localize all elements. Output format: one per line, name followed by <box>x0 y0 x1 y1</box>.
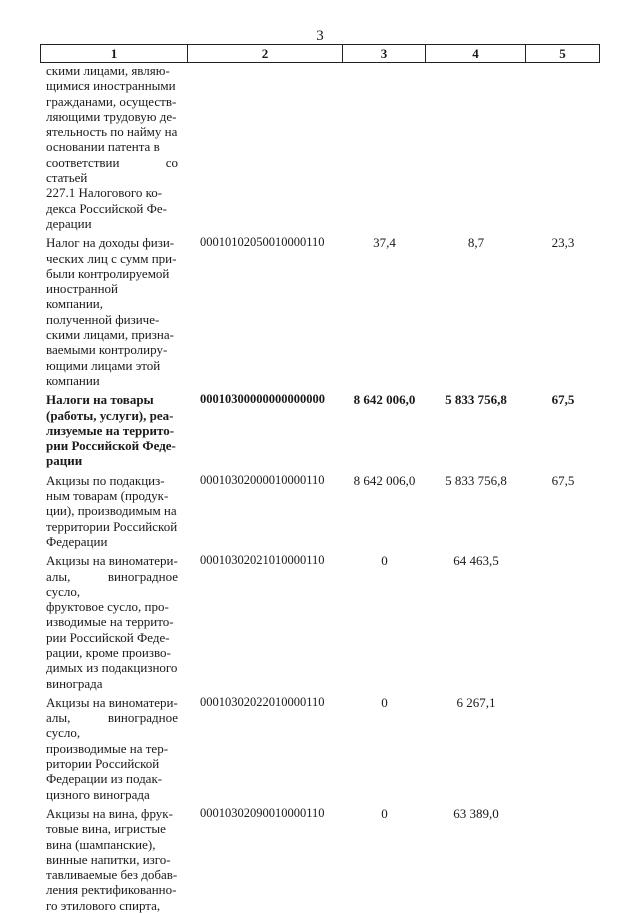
row-name-line: тавливаемые без добав- <box>46 867 178 883</box>
budget-table <box>40 44 600 913</box>
row-value-plan: 0 <box>381 553 388 569</box>
row-value-plan: 0 <box>381 805 388 821</box>
row-name-line: лизуемые на террито- <box>46 422 175 438</box>
row-name-line: Федерации из подак- <box>46 771 163 787</box>
row-name-line: щимися иностранными <box>46 78 176 94</box>
row-name-line: были контролируемой <box>46 265 170 281</box>
row-name-line: изводимые на террито- <box>46 614 174 630</box>
row-name-line: 227.1 Налогового ко- <box>46 185 163 201</box>
row-value-percent: 67,5 <box>551 472 575 488</box>
row-name <box>40 806 188 913</box>
row-value-plan <box>343 63 426 231</box>
row-name <box>40 235 188 388</box>
row-value-actual <box>426 63 526 231</box>
row-name-line: цизного винограда <box>46 786 150 802</box>
row-name-line: производимые на тер- <box>46 740 169 756</box>
row-name-line: полученной физиче- <box>46 311 160 327</box>
row-name-line: Налог на доходы физи- <box>46 235 175 251</box>
row-name-line: алы, виноградное сусло, <box>46 568 178 599</box>
row-name <box>40 695 188 802</box>
row-name <box>40 553 188 691</box>
row-value-percent <box>526 695 600 802</box>
row-name-line: рии Российской Феде- <box>46 438 176 454</box>
row-code: 00010302090010000110 <box>200 805 325 820</box>
row-name <box>40 392 188 468</box>
row-name-line: иностранной компании, <box>46 281 118 312</box>
table-row <box>40 553 600 691</box>
table-row <box>40 695 600 802</box>
row-value-plan: 0 <box>381 694 388 710</box>
row-value-actual: 8,7 <box>467 235 485 251</box>
column-header-5: 5 <box>526 45 600 62</box>
row-name-line: ваемыми контролиру- <box>46 342 168 358</box>
table-row <box>40 63 600 231</box>
row-value-percent <box>526 553 600 691</box>
row-name-line: скими лицами, призна- <box>46 327 174 343</box>
table-row <box>40 806 600 913</box>
row-code: 00010102050010000110 <box>200 235 325 250</box>
column-header-2: 2 <box>188 45 343 62</box>
row-value-percent: 23,3 <box>551 235 575 251</box>
row-value-actual: 5 833 756,8 <box>445 392 507 408</box>
row-value-actual: 63 389,0 <box>453 805 499 821</box>
row-name-line: ющими лицами этой <box>46 357 161 373</box>
row-name-line: компании <box>46 372 100 388</box>
row-name-line: ления ректификованно- <box>46 882 177 898</box>
row-name-line: рии Российской Феде- <box>46 629 170 645</box>
row-value-plan: 8 642 006,0 <box>353 472 416 488</box>
row-code: 00010302021010000110 <box>200 553 325 568</box>
column-header-3: 3 <box>343 45 426 62</box>
table-header <box>40 44 600 63</box>
row-name-line: фруктовое сусло, про- <box>46 599 169 615</box>
row-name-line: ритории Российской <box>46 756 160 772</box>
column-header-1: 1 <box>40 45 188 62</box>
row-name-line: ным товарам (продук- <box>46 488 169 504</box>
table-body <box>40 63 600 913</box>
row-name-line: Налоги на товары <box>46 392 154 408</box>
row-code: 00010302000010000110 <box>200 472 325 487</box>
row-name-line: основании патента в <box>46 139 160 155</box>
row-name-line: Акцизы на виноматери- <box>46 694 178 710</box>
row-name-line: Акцизы по подакциз- <box>46 472 165 488</box>
row-name-line: ятельность по найму на <box>46 124 178 140</box>
row-value-actual: 64 463,5 <box>453 553 499 569</box>
row-value-actual: 5 833 756,8 <box>445 472 507 488</box>
row-name-line: го этилового спирта, <box>46 897 161 913</box>
row-name-line: рации, кроме произво- <box>46 644 171 660</box>
row-name-line: Акцизы на виноматери- <box>46 553 178 569</box>
row-value-actual: 6 267,1 <box>456 694 496 710</box>
row-value-plan: 37,4 <box>373 235 396 251</box>
row-name-line: ляющими трудовую де- <box>46 108 177 124</box>
row-name-line: димых из подакцизного <box>46 660 178 676</box>
column-header-4: 4 <box>426 45 526 62</box>
row-code: 00010302022010000110 <box>200 694 325 709</box>
row-name-line: винограда <box>46 675 103 691</box>
row-name-line: дерации <box>46 215 92 231</box>
table-row <box>40 235 600 388</box>
row-name-line: рации <box>46 453 83 469</box>
row-name <box>40 473 188 549</box>
row-name-line: соответствии со статьей <box>46 154 178 186</box>
row-value-percent <box>526 806 600 913</box>
table-row <box>40 392 600 468</box>
row-name-line: алы, виноградное сусло, <box>46 710 178 741</box>
row-name-line: Акцизы на вина, фрук- <box>46 805 173 821</box>
row-value-percent <box>526 63 600 231</box>
row-code <box>188 63 343 231</box>
row-name-line: товые вина, игристые <box>46 821 166 837</box>
row-name-line: винные напитки, изго- <box>46 851 171 867</box>
row-name-line: гражданами, осуществ- <box>46 93 177 109</box>
row-name-line: территории Российской <box>46 518 178 534</box>
table-row <box>40 473 600 549</box>
row-name-line: (работы, услуги), реа- <box>46 407 174 423</box>
row-code: 00010300000000000000 <box>200 392 325 407</box>
page-number: 3 <box>316 28 324 44</box>
row-name-line: Федерации <box>46 533 108 549</box>
row-name-line: декса Российской Фе- <box>46 200 168 216</box>
row-value-plan: 8 642 006,0 <box>353 392 416 408</box>
row-value-percent: 67,5 <box>551 392 575 408</box>
row-name-line: скими лицами, являю- <box>46 63 170 78</box>
row-name-line: вина (шампанские), <box>46 836 156 852</box>
row-name <box>40 63 188 231</box>
row-name-line: ции), производимым на <box>46 503 177 519</box>
row-name-line: ческих лиц с сумм при- <box>46 250 177 266</box>
